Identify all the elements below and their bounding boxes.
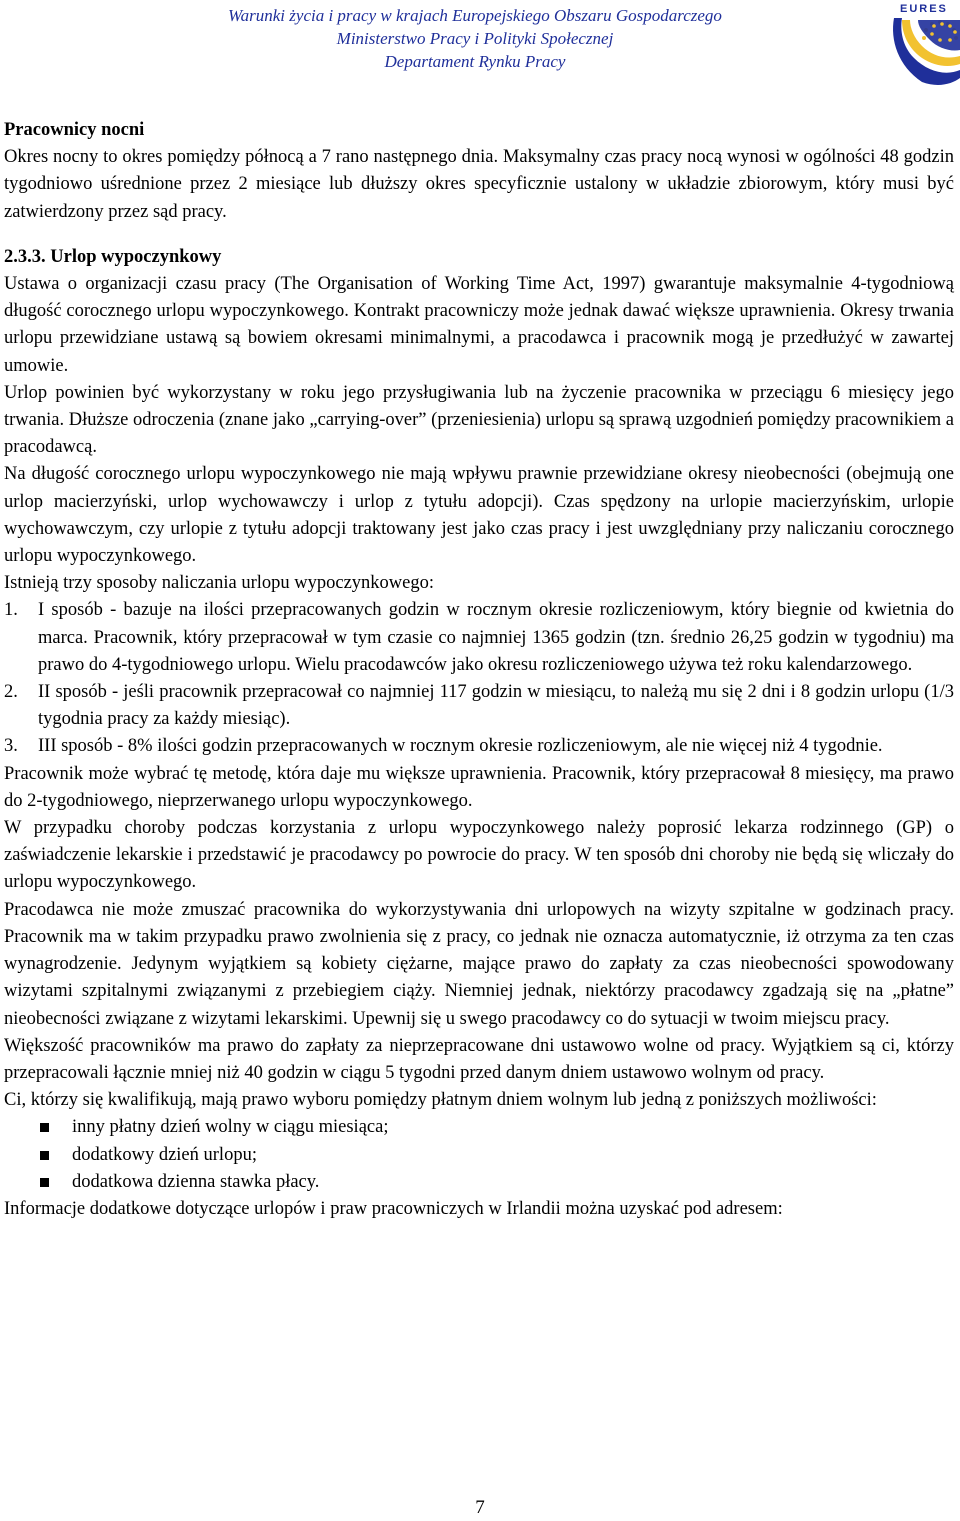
leave-paragraph-2: Urlop powinien być wykorzystany w roku jego przysługiwania lub na życzenie pracownika w przeciągu 6 miesięcy jego trwania. Dłuższe odroczenia (znane jako „carrying-over” (przeniesienia) urlopu są sprawą uzgodnień pomiędzy pracownikiem a pracodawcą. (4, 382, 954, 458)
leave-paragraph-6: W przypadku choroby podczas korzystania z urlopu wypoczynkowego należy poprosić lekarza rodzinnego (GP) o zaświadczenie lekarskie i przedstawić je pracodawcy po powrocie do pracy. W ten sposób dni choroby nie będą się wliczały do urlopu wypoczynkowego. (4, 818, 954, 893)
night-workers-text: Okres nocny to okres pomiędzy północą a 7 rano następnego dnia. Maksymalny czas pracy nocą wynosi w ogólności 48 godzin tygodniowo uśrednione przez 2 miesiące lub dłuższy okres specyficznie ustalony w układzie zbiorowym, który musi być zatwierdzony przez sąd pracy. (4, 147, 954, 222)
square-bullet-icon (40, 1178, 49, 1187)
leave-methods-list (4, 597, 954, 760)
page-header (0, 0, 960, 100)
leave-paragraph-10: Informacje dodatkowe dotyczące urlopów i praw pracowniczych w Irlandii można uzyskać pod adresem: (4, 1198, 783, 1219)
leave-paragraph-4: Istnieją trzy sposoby naliczania urlopu wypoczynkowego: (4, 573, 435, 594)
svg-text:EURES: EURES (900, 3, 948, 15)
night-workers-heading: Pracownicy nocni (4, 120, 145, 140)
annual-leave-heading: 2.3.3. Urlop wypoczynkowy (4, 246, 222, 267)
header-text (150, 4, 800, 73)
option-item: dodatkowa dzienna stawka płacy. (4, 1169, 954, 1196)
leave-paragraph-7: Pracodawca nie może zmuszać pracownika do wykorzystywania dni urlopowych na wizyty szpitalne w godzinach pracy. Pracownik ma w takim przypadku prawo zwolnienia się z pracy, co jednak nie oznacza automatycznie, iż otrzyma za ten czas wynagrodzenie. Jedynym wyjątkiem są kobiety ciężarne, mające prawo do zapłaty za czas nieobecności spowodowany wizytami szpitalnymi związanymi z przebiegiem ciąży. Niemniej jednak, niektórzy pracodawcy zgadzają się na „płatne” nieobecności związane z wizytami lekarskimi. Upewnij się u swego pracodawcy co do sytuacji w twoim miejscu pracy. (4, 899, 954, 1029)
leave-paragraph-8: Większość pracowników ma prawo do zapłaty za nieprzepracowane dni ustawowo wolne od pracy. Wyjątkiem są ci, którzy przepracowali łącznie mniej niż 40 godzin w ciągu 5 tygodni przed danym dniem ustawowo wolnym od pracy. (4, 1035, 954, 1083)
page-number: 7 (475, 1497, 485, 1518)
leave-method-item: 2. II sposób - jeśli pracownik przepracował co najmniej 117 godzin w miesiącu, to należą mu się 2 dni i 8 godzin urlopu (1/3 tygodnia pracy za każdy miesiąc). (4, 682, 954, 730)
square-bullet-icon (40, 1151, 49, 1160)
header-line-2: Ministerstwo Pracy i Polityki Społecznej (336, 29, 614, 48)
leave-method-item: 3. III sposób - 8% ilości godzin przepracowanych w rocznym okresie rozliczeniowym, ale nie więcej niż 4 tygodnie. (4, 736, 883, 757)
document-body (4, 117, 954, 1223)
leave-paragraph-5: Pracownik może wybrać tę metodę, która daje mu większe uprawnienia. Pracownik, który przepracował 8 miesięcy, ma prawo do 2-tygodniowego, nieprzerwanego urlopu wypoczynkowego. (4, 763, 954, 811)
header-line-1: Warunki życia i pracy w krajach Europejskiego Obszaru Gospodarczego (228, 6, 722, 25)
leave-method-item: 1. I sposób - bazuje na ilości przepracowanych godzin w rocznym okresie rozliczeniowym, który biegnie od kwietnia do marca. Pracownik, który przepracował w tym czasie co najmniej 1365 godzin (tzn. średnio 26,25 godzin w tygodniu) ma prawo do 4-tygodniowego urlopu. Wielu pracodawców jako okresu rozliczeniowego używa też roku kalendarzowego. (4, 600, 954, 675)
square-bullet-icon (40, 1123, 49, 1132)
option-item: inny płatny dzień wolny w ciągu miesiąca; (4, 1114, 954, 1141)
header-line-3: Departament Rynku Pracy (384, 52, 566, 71)
eures-logo-icon (888, 0, 960, 92)
leave-paragraph-1: Ustawa o organizacji czasu pracy (The Organisation of Working Time Act, 1997) gwarantuje maksymalnie 4-tygodniową długość corocznego urlopu wypoczynkowego. Kontrakt pracowniczy może jednak dawać większe uprawnienia. Okresy trwania urlopu przewidziane ustawą są bowiem okresami minimalnymi, a pracodawca i pracownik mogą je przedłużyć w zawartej umowie. (4, 274, 954, 376)
option-item: dodatkowy dzień urlopu; (4, 1142, 954, 1169)
leave-paragraph-9: Ci, którzy się kwalifikują, mają prawo wyboru pomiędzy płatnym dniem wolnym lub jedną z poniższych możliwości: (4, 1090, 877, 1111)
options-list (4, 1114, 954, 1196)
leave-paragraph-3: Na długość corocznego urlopu wypoczynkowego nie mają wpływu prawnie przewidziane okresy nieobecności (obejmują one urlop macierzyński, urlop wychowawczy i urlop z tytułu adopcji). Czas spędzony na urlopie macierzyńskim, urlopie wychowawczym, czy urlopie z tytułu adopcji traktowany jest jako czas pracy i jest uwzględniany przy naliczaniu corocznego urlopu wypoczynkowego. (4, 464, 954, 567)
